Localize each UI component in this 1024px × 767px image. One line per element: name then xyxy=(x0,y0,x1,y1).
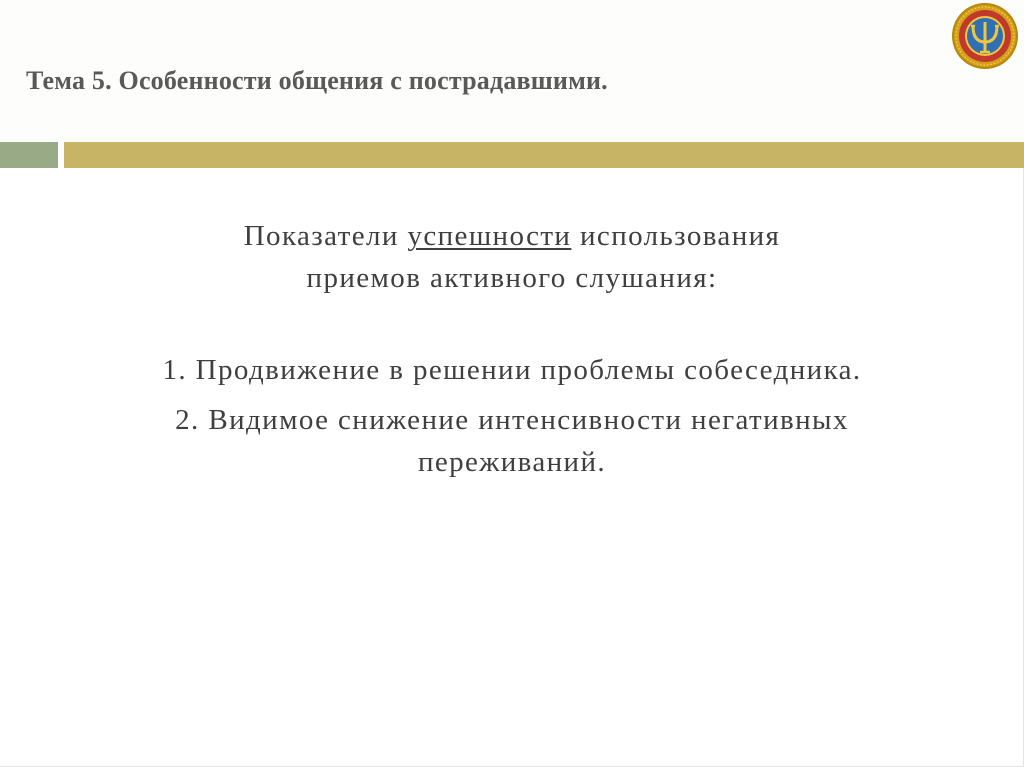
heading-underlined-word: успешности xyxy=(407,220,572,252)
list-item-2: 2. Видимое снижение интенсивности негативных переживаний. xyxy=(175,403,849,479)
accent-bar-gold xyxy=(64,142,1024,168)
psychology-emblem-logo-icon xyxy=(951,2,1019,70)
heading-text-part1: Показатели xyxy=(243,220,408,252)
body-heading-line-1 xyxy=(0,215,1024,257)
list-item-1: 1. Продвижение в решении проблемы собеседника. xyxy=(162,353,862,386)
slide-title: Тема 5. Особенности общения с пострадавшими. xyxy=(26,66,608,95)
spacer xyxy=(0,300,1024,349)
body-heading-line-2: приемов активного слушания: xyxy=(306,262,718,295)
heading-text-part2: использования xyxy=(571,220,781,252)
slide-body xyxy=(0,215,1024,492)
accent-bar-green xyxy=(0,142,58,168)
